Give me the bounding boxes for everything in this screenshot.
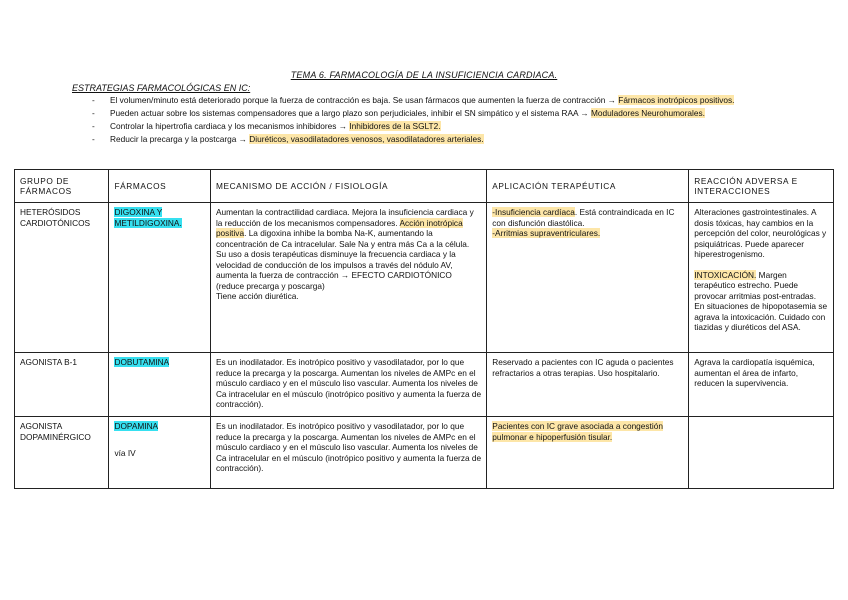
application-highlight-1: -Insuficiencia cardíaca xyxy=(492,207,575,217)
strategy-text: Controlar la hipertrofia cardiaca y los mecanismos inhibidores → xyxy=(110,121,350,131)
strategy-item xyxy=(92,121,762,132)
cell-adverse: Agrava la cardiopatía isquémica, aumentan el área de infarto, reducen la supervivencia. xyxy=(689,353,834,417)
cell-adverse xyxy=(689,417,834,489)
strategy-item xyxy=(92,108,762,119)
cell-group: AGONISTA B-1 xyxy=(15,353,109,417)
strategy-list xyxy=(92,95,762,147)
header-group: GRUPO DE FÁRMACOS xyxy=(15,170,109,203)
adverse-intox xyxy=(694,270,828,333)
strategy-highlight: Diuréticos, vasodilatadores venosos, vasodilatadores arteriales. xyxy=(249,134,484,144)
header-drugs: FÁRMACOS xyxy=(109,170,210,203)
strategy-item xyxy=(92,134,762,145)
cell-drug xyxy=(109,353,210,417)
mechanism-highlight: Acción inotrópica positiva xyxy=(215,217,463,238)
cell-mechanism: Es un inodilatador. Es inotrópico positivo y vasodilatador, por lo que reduce la precarga y la poscarga. Aumentan los niveles de AMPc en el músculo cardiaco y en el músculo liso vascular. Aumenta los niveles de Ca intracelular en el músculo (inotrópico positivo y aumenta la fuerza de contracción). xyxy=(210,353,486,417)
cell-group: HETERÓSIDOS CARDIOTÓNICOS xyxy=(15,203,109,353)
table-header-row xyxy=(15,170,834,203)
drug-table xyxy=(14,169,834,489)
header-mechanism: MECANISMO DE ACCIÓN / FISIOLOGÍA xyxy=(210,170,486,203)
strategy-item xyxy=(92,95,762,106)
cell-drug xyxy=(109,203,210,353)
cell-mechanism: Es un inodilatador. Es inotrópico positivo y vasodilatador, por lo que reduce la precarga y la poscarga. Aumentan los niveles de AMPc en el músculo cardiaco y en el músculo liso vascular. Aumenta los niveles de Ca intracelular en el músculo (inotrópico positivo y aumenta la fuerza de contracción). xyxy=(210,417,486,489)
cell-drug xyxy=(109,417,210,489)
application-highlight: Pacientes con IC grave asociada a congestión pulmonar e hipoperfusión tisular. xyxy=(492,421,663,442)
adverse-highlight: INTOXICACIÓN. xyxy=(694,269,757,280)
drug-name-highlight: DOPAMINA xyxy=(114,421,159,431)
strategy-text: Reducir la precarga y la postcarga → xyxy=(110,134,250,144)
table-row xyxy=(15,417,834,489)
cell-application xyxy=(487,417,689,489)
strategy-highlight: Inhibidores de la SGLT2. xyxy=(349,121,441,131)
strategy-highlight: Moduladores Neurohumorales. xyxy=(591,108,705,118)
cell-application xyxy=(487,203,689,353)
cell-mechanism xyxy=(210,203,486,353)
cell-adverse xyxy=(689,203,834,353)
adverse-intox-text: Margen terapéutico estrecho. Puede provocar arritmias post-entradas. En situaciones de hipopotasemia se agrava la intoxicación. Cuidado con tiazidas y diuréticos del ASA. xyxy=(694,269,828,332)
mechanism-post: . La digoxina inhibe la bomba Na-K, aumentando la concentración de Ca intracelular. Sale Na y entra más Ca a la célula. Su uso a dosis terapéuticas disminuye la frecuencia cardiaca y la velocidad de conducción de los impulsos a través del nódulo AV, aumenta la fuerza de contracción → EFECTO CARDIOTÓNICO (reduce precarga y poscarga) xyxy=(215,228,470,291)
adverse-text: Alteraciones gastrointestinales. A dosis tóxicas, hay cambios en la percepción del color, neurológicas y psiquiátricas. Puede aparecer hiperestrogenismo. xyxy=(694,207,827,259)
table-row xyxy=(15,203,834,353)
strategy-text: Pueden actuar sobre los sistemas compensadores que a largo plazo son perjudiciales, inhibir el SN simpático y el sistema RAA → xyxy=(110,108,591,118)
cell-group: AGONISTA DOPAMINÉRGICO xyxy=(15,417,109,489)
drug-name-highlight: DOBUTAMINA xyxy=(114,357,170,367)
mechanism-text xyxy=(216,207,481,291)
strategy-text: El volumen/minuto está deteriorado porque la fuerza de contracción es baja. Se usan fármacos que aumenten la fuerza de contracción → xyxy=(110,95,619,105)
header-application: APLICACIÓN TERAPÉUTICA xyxy=(487,170,689,203)
cell-application: Reservado a pacientes con IC aguda o pacientes refractarios a otras terapias. Uso hospitalario. xyxy=(487,353,689,417)
table-row xyxy=(15,353,834,417)
application-text: . Está contraindicada en IC con disfunción diastólica. xyxy=(492,207,675,228)
document-title: TEMA 6. FARMACOLOGÍA DE LA INSUFICIENCIA CARDIACA. xyxy=(290,70,558,80)
strategy-highlight: Fármacos inotrópicos positivos. xyxy=(618,95,735,105)
header-adverse: REACCIÓN ADVERSA E INTERACCIONES xyxy=(689,170,834,203)
mechanism-extra: Tiene acción diurética. xyxy=(215,291,299,301)
drug-route: vía IV xyxy=(114,447,136,458)
application-highlight-2: -Arritmias supraventriculares. xyxy=(492,228,601,238)
section-subtitle: ESTRATEGIAS FARMACOLÓGICAS EN IC: xyxy=(72,83,251,93)
drug-name-highlight: DIGOXINA Y METILDIGOXINA. xyxy=(114,207,182,228)
mechanism-pre: Aumentan la contractilidad cardiaca. Mejora la insuficiencia cardiaca y la reducción de los mecanismos compensadores. xyxy=(215,207,474,228)
